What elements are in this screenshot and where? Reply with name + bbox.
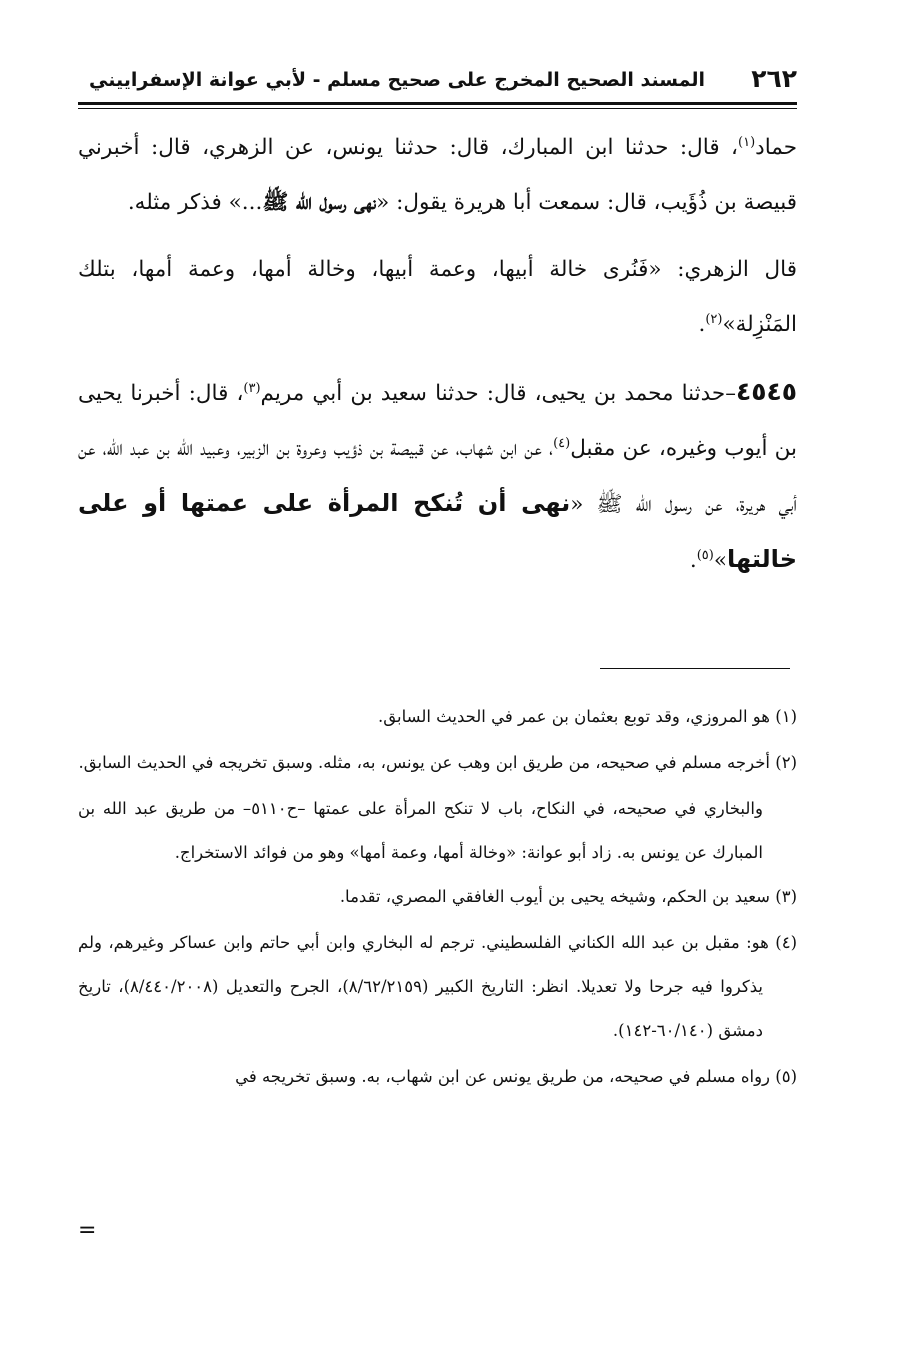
footnote-ref-1: (١) [738,134,756,150]
continuation-mark: = [78,1218,97,1243]
paragraph-1: حماد$^{(١)}$، قال: حدثنا ابن المبارك، قال: حدثنا يونس، عن الزهري، قال: أخبرني قبيصة بن ذُؤَيب، قال: سمعت أبا هريرة يقول: «نهى رسول الله ﷺ...» فذكر مثله. [78,134,797,215]
hadith-number: ٤٥٤٥ [735,377,797,406]
footnote-4: (٤) هو: مقبل بن عبد الله الكناني الفلسطيني. ترجم له البخاري وابن أبي حاتم وابن عساكر وغيرهم، ولم يذكروا فيه جرحا ولا تعديلا. انظر: التاريخ الكبير (٨/٦٢/٢١٥٩)، الجرح والتعديل (٨/٤٤٠/٢٠٠٨)، تاريخ دمشق (٦٠/١٤٠-١٤٢). [78,933,797,1040]
footnote-ref-3: (٣) [243,380,261,396]
book-title: المسند الصحيح المخرج على صحيح مسلم - لأبي عوانة الإسفراييني [89,69,705,91]
page-number: ٢٦٢ [751,64,797,93]
footnote-3: (٣) سعيد بن الحكم، وشيخه يحيى بن أيوب الغافقي المصري، تقدما. [339,887,797,906]
header-rule-thin [78,108,797,109]
footnote-ref-5: (٥) [696,547,714,563]
footnotes [78,695,797,1101]
footnote-5: (٥) رواه مسلم في صحيحه، من طريق يونس عن ابن شهاب، به. وسبق تخريجه في [235,1067,797,1086]
header-rule-thick [78,102,797,105]
hadith-matn-bold: نهى أن تُنكح المرأة على عمتها أو على خالتها [78,489,797,573]
footnote-ref-4: (٤) [553,435,571,451]
running-header [78,64,797,98]
footnote-2-continued: والبخاري في صحيحه، في النكاح، باب لا تنكح المرأة على عمتها –ح٥١١٠– من طريق عبد الله بن المبارك عن يونس به. زاد أبو عوانة: «وخالة أمها، وعمة أمها» وهو من فوائد الاستخراج. [78,799,763,862]
footnote-ref-2: (٢) [705,311,723,327]
footnote-1: (١) هو المروزي، وقد توبع بعثمان بن عمر في الحديث السابق. [377,707,797,726]
hadith-matn: نهى رسول الله ﷺ [262,190,377,215]
footnote-separator [600,668,790,669]
footnote-2: (٢) أخرجه مسلم في صحيحه، من طريق ابن وهب عن يونس، به، مثله. وسبق تخريجه في الحديث السابق. [78,753,797,772]
hadith-4545: ٤٥٤٥–حدثنا محمد بن يحيى، قال: حدثنا سعيد بن أبي مريم$^{(٣)}$، قال: أخبرنا يحيى بن أيوب وغيره، عن مقبل$^{(٤)}$، عن ابن شهاب، عن قبيصة بن ذؤيب وعروة بن الزبير، وعبيد الله بن عبد الله، عن أبي هريرة، عن رسول الله ﷺ «نهى أن تُنكح المرأة على عمتها أو على خالتها»$^{(٥)}$. [78,377,798,573]
main-text [78,120,797,588]
paragraph-2: قال الزهري: «فَنُرى خالة أبيها، وعمة أبيها، وخالة أمها، وعمة أمها، بتلك المَنْزِلة»$^{(٢)}$. [78,257,797,337]
